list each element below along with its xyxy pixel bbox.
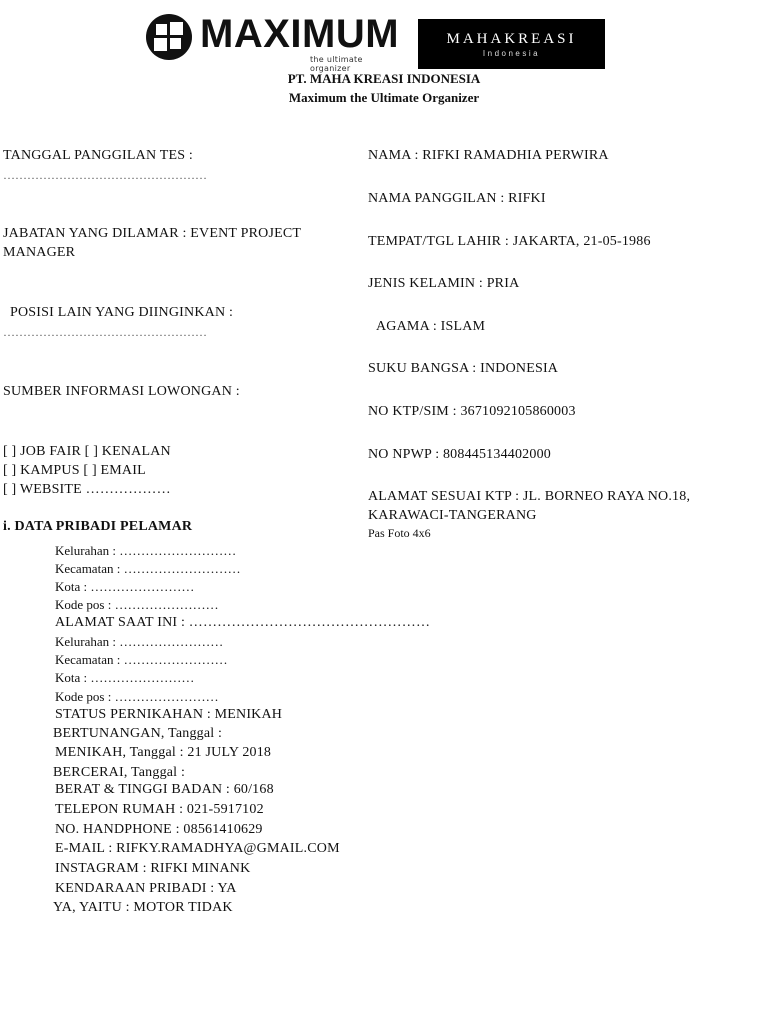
maximum-logo-text: MAXIMUM xyxy=(200,12,400,56)
field-kecamatan-ktp: Kecamatan : ……………………… xyxy=(55,561,241,576)
field-kota-current: Kota : …………………… xyxy=(55,670,195,685)
field-suku-bangsa: SUKU BANGSA : INDONESIA xyxy=(368,361,559,376)
posisi-lain-dots: …………………………………………… xyxy=(3,325,207,339)
maximum-logo-tagline: the ultimate organizer xyxy=(310,55,363,73)
field-bertunangan: BERTUNANGAN, Tanggal : xyxy=(53,726,223,741)
tanggal-panggilan-label: TANGGAL PANGGILAN TES : xyxy=(3,148,194,163)
field-bercerai: BERCERAI, Tanggal : xyxy=(53,765,186,780)
field-nama-panggilan: NAMA PANGGILAN : RIFKI xyxy=(368,191,546,206)
field-no-handphone: NO. HANDPHONE : 08561410629 xyxy=(55,822,263,837)
maximum-logo-mark-icon xyxy=(146,14,192,60)
field-instagram: INSTAGRAM : RIFKI MINANK xyxy=(55,861,251,876)
maximum-logo xyxy=(146,12,402,73)
company-name: PT. MAHA KREASI INDONESIA xyxy=(287,71,481,86)
field-ya-yaitu: YA, YAITU : MOTOR TIDAK xyxy=(53,900,233,915)
mahakreasi-logo xyxy=(418,19,605,69)
posisi-lain-label: POSISI LAIN YANG DIINGINKAN : xyxy=(10,305,234,320)
field-kendaraan-pribadi: KENDARAAN PRIBADI : YA xyxy=(55,881,237,896)
field-agama: AGAMA : ISLAM xyxy=(376,319,486,334)
field-alamat-ktp-line1: ALAMAT SESUAI KTP : JL. BORNEO RAYA NO.18, xyxy=(368,489,691,504)
company-tagline: Maximum the Ultimate Organizer xyxy=(288,90,480,105)
pas-foto-label: Pas Foto 4x6 xyxy=(368,526,431,540)
sumber-option-row2: [ ] KAMPUS [ ] EMAIL xyxy=(3,463,146,478)
jabatan-dilamar-line1: JABATAN YANG DILAMAR : EVENT PROJECT xyxy=(3,226,302,241)
field-kode-pos-current: Kode pos : …………………… xyxy=(55,689,219,704)
field-kota-ktp: Kota : …………………… xyxy=(55,579,195,594)
section-title-data-pribadi: i. DATA PRIBADI PELAMAR xyxy=(3,519,193,534)
field-nama: NAMA : RIFKI RAMADHIA PERWIRA xyxy=(368,148,609,163)
field-status-pernikahan: STATUS PERNIKAHAN : MENIKAH xyxy=(55,707,283,722)
field-no-npwp: NO NPWP : 808445134402000 xyxy=(368,447,551,462)
field-kecamatan-current: Kecamatan : …………………… xyxy=(55,652,228,667)
field-email: E-MAIL : RIFKY.RAMADHYA@GMAIL.COM xyxy=(55,841,340,856)
jabatan-dilamar-line2: MANAGER xyxy=(3,245,76,260)
field-tempat-tgl-lahir: TEMPAT/TGL LAHIR : JAKARTA, 21-05-1986 xyxy=(368,234,651,249)
mahakreasi-logo-text: MAHAKREASI xyxy=(446,31,577,47)
field-kelurahan-current: Kelurahan : …………………… xyxy=(55,634,224,649)
field-telepon-rumah: TELEPON RUMAH : 021-5917102 xyxy=(55,802,264,817)
field-kode-pos-ktp: Kode pos : …………………… xyxy=(55,597,219,612)
field-no-ktp: NO KTP/SIM : 3671092105860003 xyxy=(368,404,576,419)
field-alamat-saat-ini: ALAMAT SAAT INI : …………………………………………… xyxy=(55,615,431,630)
sumber-option-row3: [ ] WEBSITE ……………… xyxy=(3,482,171,497)
field-kelurahan-ktp: Kelurahan : ……………………… xyxy=(55,543,237,558)
sumber-informasi-label: SUMBER INFORMASI LOWONGAN : xyxy=(3,384,240,399)
field-alamat-ktp-line2: KARAWACI-TANGERANG xyxy=(368,508,537,523)
sumber-option-row1: [ ] JOB FAIR [ ] KENALAN xyxy=(3,444,171,459)
field-berat-tinggi: BERAT & TINGGI BADAN : 60/168 xyxy=(55,782,274,797)
field-jenis-kelamin: JENIS KELAMIN : PRIA xyxy=(368,276,520,291)
mahakreasi-logo-subtext: Indonesia xyxy=(482,49,541,58)
tanggal-panggilan-dots: …………………………………………… xyxy=(3,168,207,182)
field-menikah: MENIKAH, Tanggal : 21 JULY 2018 xyxy=(55,745,272,760)
